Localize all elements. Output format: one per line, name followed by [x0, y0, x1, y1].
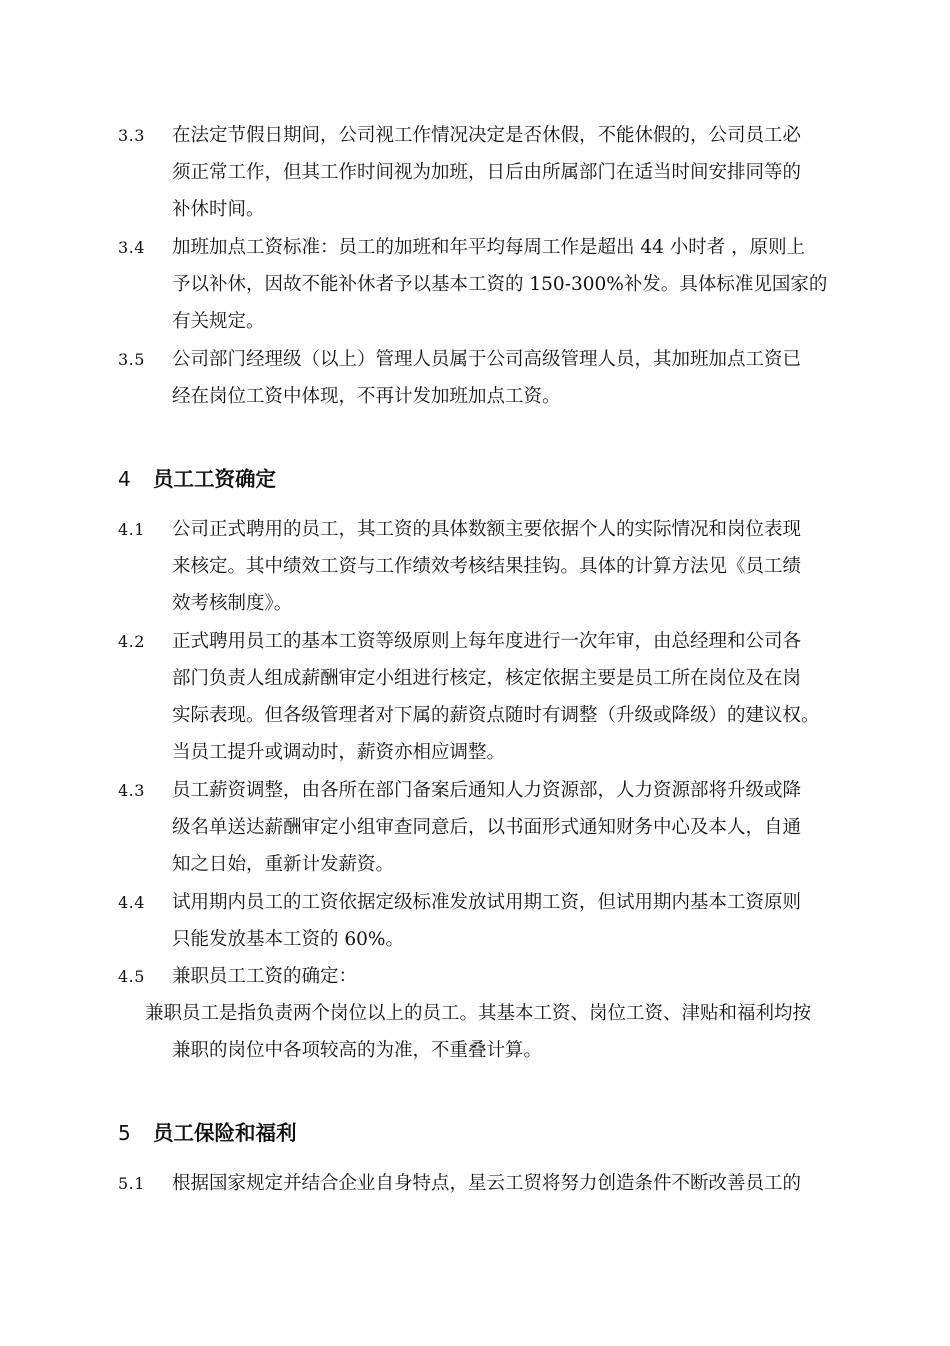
- item-line: 公司部门经理级（以上）管理人员属于公司高级管理人员，其加班加点工资已: [172, 349, 802, 370]
- item-line: 员工薪资调整，由各所在部门备案后通知人力资源部，人力资源部将升级或降: [172, 780, 802, 801]
- item-line: 加班加点工资标准：员工的加班和年平均每周工作是超出 44 小时者 ，原则上: [172, 237, 806, 258]
- item-line: 有关规定。: [172, 311, 265, 332]
- item-line: 予以补休，因故不能补休者予以基本工资的 150-300%补发。具体标准见国家的: [172, 274, 828, 295]
- item-number: 3.3: [118, 126, 145, 145]
- item-line: 经在岗位工资中体现，不再计发加班加点工资。: [172, 386, 561, 407]
- item-line: 实际表现。但各级管理者对下属的薪资点随时有调整（升级或降级）的建议权。: [172, 705, 820, 726]
- item-number: 4.1: [118, 520, 145, 539]
- item-line: 当员工提升或调动时，薪资亦相应调整。: [172, 742, 506, 763]
- item-line: 在法定节假日期间，公司视工作情况决定是否休假，不能休假的，公司员工必: [172, 125, 802, 146]
- item-line: 兼职员工工资的确定：: [172, 966, 358, 987]
- item-line: 补休时间。: [172, 199, 265, 220]
- item-line: 效考核制度》。: [172, 593, 293, 614]
- paragraph-line: 兼职员工是指负责两个岗位以上的员工。其基本工资、岗位工资、津贴和福利均按: [145, 1003, 812, 1024]
- item-line: 根据国家规定并结合企业自身特点，星云工贸将努力创造条件不断改善员工的: [172, 1173, 802, 1194]
- section-number: 4: [118, 467, 131, 491]
- item-line: 公司正式聘用的员工，其工资的具体数额主要依据个人的实际情况和岗位表现: [172, 519, 802, 540]
- item-line: 知之日始，重新计发薪资。: [172, 854, 395, 875]
- item-line: 试用期内员工的工资依据定级标准发放试用期工资，但试用期内基本工资原则: [172, 892, 802, 913]
- item-number: 4.2: [118, 632, 145, 651]
- item-line: 级名单送达薪酬审定小组审查同意后，以书面形式通知财务中心及本人，自通: [172, 817, 802, 838]
- item-line: 来核定。其中绩效工资与工作绩效考核结果挂钩。具体的计算方法见《员工绩: [172, 556, 802, 577]
- item-line: 须正常工作，但其工作时间视为加班，日后由所属部门在适当时间安排同等的: [172, 162, 802, 183]
- item-number: 4.4: [118, 893, 145, 912]
- section-number: 5: [118, 1121, 131, 1145]
- item-number: 3.5: [118, 350, 145, 369]
- paragraph-line: 兼职的岗位中各项较高的为准，不重叠计算。: [172, 1040, 543, 1061]
- item-line: 只能发放基本工资的 60%。: [172, 929, 405, 950]
- item-number: 3.4: [118, 238, 145, 257]
- item-line: 正式聘用员工的基本工资等级原则上每年度进行一次年审，由总经理和公司各: [172, 631, 802, 652]
- section-title: 员工保险和福利: [153, 1121, 297, 1145]
- item-line: 部门负责人组成薪酬审定小组进行核定，核定依据主要是员工所在岗位及在岗: [172, 668, 802, 689]
- item-number: 4.3: [118, 781, 145, 800]
- item-number: 5.1: [118, 1174, 145, 1193]
- item-number: 4.5: [118, 967, 145, 986]
- section-title: 员工工资确定: [153, 467, 276, 491]
